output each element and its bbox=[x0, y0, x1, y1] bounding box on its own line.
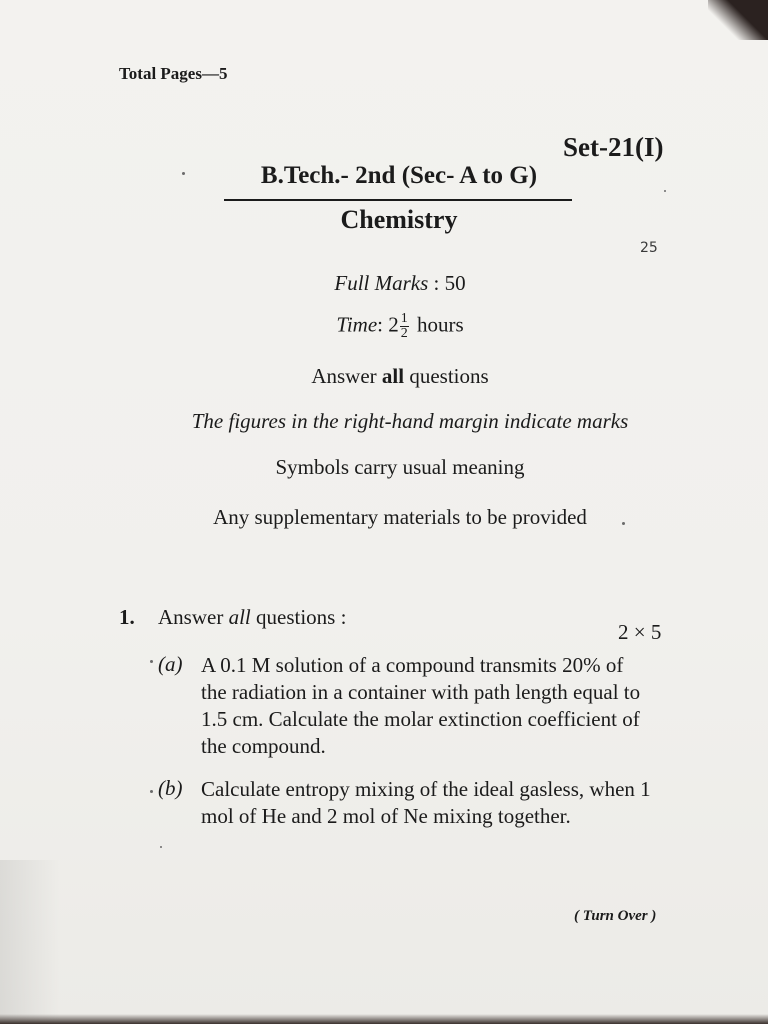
answer-all-instruction bbox=[100, 364, 700, 389]
symbols-note: Symbols carry usual meaning bbox=[275, 455, 525, 479]
part-b-label: (b) bbox=[158, 776, 183, 800]
question-stem bbox=[158, 605, 346, 630]
subject-title: Chemistry bbox=[340, 205, 458, 234]
question-stem-prefix: Answer bbox=[158, 605, 229, 629]
time-fraction bbox=[400, 312, 409, 341]
marks-margin-note: The figures in the right-hand margin indicate marks bbox=[191, 409, 629, 433]
handwritten-note-text: 25 bbox=[640, 240, 658, 256]
time-fraction-denominator: 2 bbox=[400, 326, 408, 341]
set-code: Set-21(I) bbox=[563, 132, 664, 162]
page-bottom-shadow bbox=[0, 1014, 768, 1024]
part-b-text: Calculate entropy mixing of the ideal gasless, when 1 mol of He and 2 mol of Ne mixing together. bbox=[201, 777, 651, 828]
answer-suffix: questions bbox=[404, 364, 489, 388]
question-number: 1. bbox=[119, 605, 135, 629]
part-a-label: (a) bbox=[158, 652, 183, 676]
full-marks bbox=[100, 271, 700, 296]
question-stem-suffix: questions : bbox=[250, 605, 347, 629]
title-underline bbox=[224, 199, 572, 201]
full-marks-value: : 50 bbox=[433, 271, 466, 295]
full-marks-label: Full Marks bbox=[334, 271, 429, 295]
paper-speck bbox=[664, 190, 666, 192]
part-a-text: A 0.1 M solution of a compound transmits 20% of the radiation in a container with path length equal to 1.5 cm. Calculate the molar extinction coefficient of the compound. bbox=[201, 653, 641, 758]
total-pages: Total Pages—5 bbox=[119, 64, 228, 83]
time-label: Time bbox=[336, 312, 378, 337]
answer-bold: all bbox=[381, 364, 405, 388]
page-edge-shade bbox=[0, 860, 60, 1024]
paper-speck bbox=[622, 522, 625, 525]
time-unit: hours bbox=[417, 312, 464, 337]
time-fraction-numerator: 1 bbox=[400, 311, 408, 326]
time-whole: 2 bbox=[388, 312, 399, 337]
paper-speck bbox=[160, 846, 162, 848]
handwritten-note bbox=[640, 240, 658, 256]
paper-speck bbox=[150, 660, 153, 663]
time-allowed bbox=[100, 312, 700, 341]
supplementary-note: Any supplementary materials to be provided bbox=[213, 505, 587, 529]
question-marks: 2 × 5 bbox=[618, 620, 662, 644]
turn-over-note: ( Turn Over ) bbox=[574, 908, 657, 924]
answer-prefix: Answer bbox=[311, 364, 382, 388]
time-colon: : bbox=[377, 312, 383, 337]
paper-speck bbox=[182, 172, 185, 175]
page-corner-shadow bbox=[708, 0, 768, 40]
question-stem-italic: all bbox=[228, 605, 251, 629]
paper-speck bbox=[150, 790, 153, 793]
course-title: B.Tech.- 2nd (Sec- A to G) bbox=[260, 162, 538, 189]
